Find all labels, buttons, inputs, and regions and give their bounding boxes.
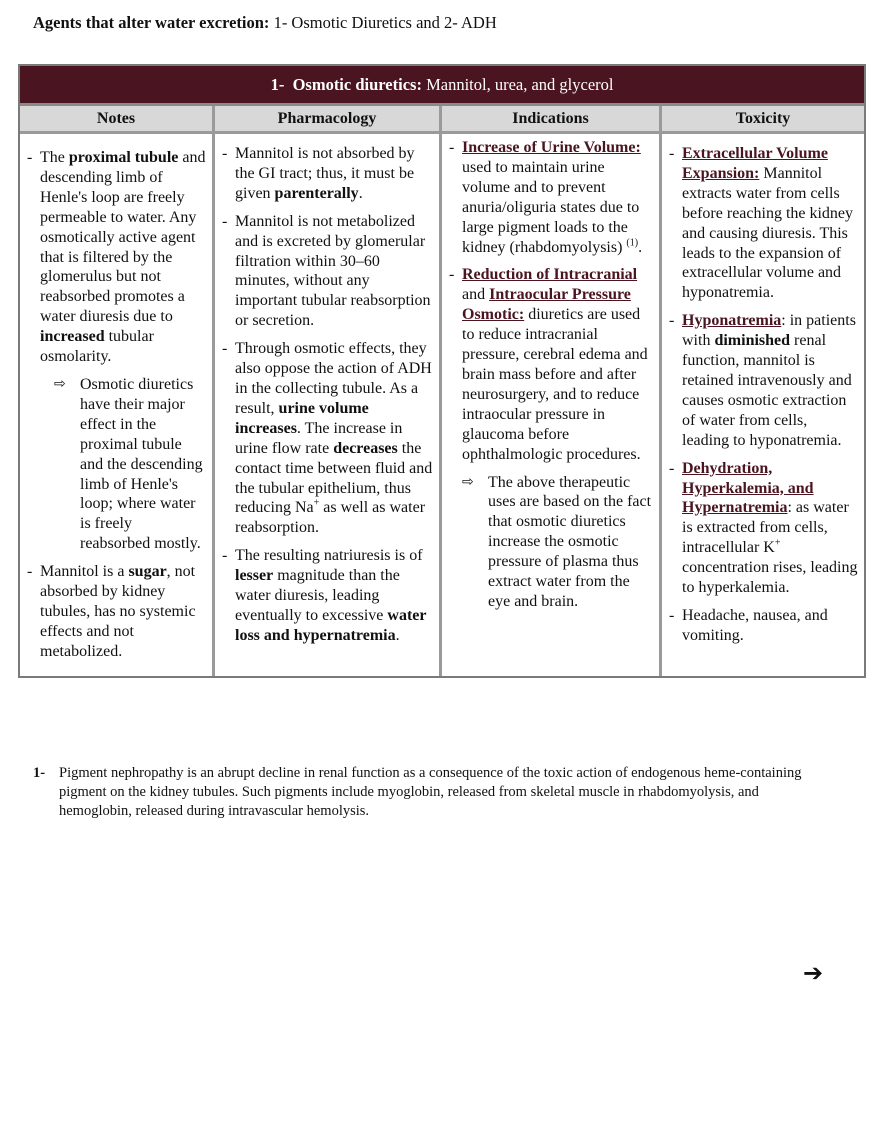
toxicity-item-headache: - Headache, nausea, and vomiting. — [668, 606, 858, 646]
pharmacology-item-adh: - Through osmotic effects, they also oppose the action of ADH in the collecting tubule. As a result, urine volume increases. The increase in urine flow rate decreases the contact time between fluid and the tubular epithelium, thus reducing Na+ as well as water reabsorption. — [221, 339, 433, 538]
column-header-pharmacology: Pharmacology — [215, 106, 442, 134]
indications-subitem: ⇨ The above therapeutic uses are based on the fact that osmotic diuretics increase the osmotic pressure of plasma thus extract water from the eye and brain. — [462, 473, 652, 610]
page-title: Agents that alter water excretion: 1- Osmotic Diuretics and 2- ADH — [33, 13, 497, 32]
outline-right-arrow-icon: ⇨ — [54, 375, 66, 392]
next-page-arrow-icon[interactable]: ➔ — [803, 959, 824, 987]
indications-cell — [442, 134, 662, 676]
footnote-text: Pigment nephropathy is an abrupt decline in renal function as a consequence of the toxic action of endogenous heme-containing pigment on the kidney tubules. Such pigments include myoglobin, released from skeletal muscle in rhabdomyolysis, and hemoglobin, released during intravascular hemolysis. — [59, 765, 802, 819]
toxicity-cell — [662, 134, 864, 676]
table-banner: 1- Osmotic diuretics: Mannitol, urea, and glycerol — [20, 66, 864, 106]
outline-right-arrow-icon: ⇨ — [462, 473, 474, 490]
indications-item-intracranial: - Reduction of Intracranial and Intraocular Pressure Osmotic: diuretics are used to reduce intracranial pressure, cerebral edema and brain mass before and after neurosurgery, and to reduce intraocular pressure in glaucoma before ophthalmologic procedures. ⇨ The above therapeutic uses are based on the fact that osmotic diuretics increase the osmotic pressure of plasma thus extract water from the eye and brain. — [448, 265, 653, 611]
notes-item-mannitol-sugar: - Mannitol is a sugar, not absorbed by kidney tubules, has no systemic effects and not metabolized. — [26, 562, 206, 662]
column-header-indications: Indications — [442, 106, 662, 134]
footnote-number: 1- — [33, 765, 46, 781]
column-header-toxicity: Toxicity — [662, 106, 864, 134]
indications-item-urine-volume: - Increase of Urine Volume: used to maintain urine volume and to prevent anuria/oliguria states due to large pigment loads to the kidney (rhabdomyolysis) $^{(1)}$. — [448, 138, 653, 257]
column-header-notes: Notes — [20, 106, 215, 134]
pharmacology-item-absorption: - Mannitol is not absorbed by the GI tract; thus, it must be given parenterally. — [221, 144, 433, 204]
pharmacology-item-natriuresis: - The resulting natriuresis is of lesser magnitude than the water diuresis, leading eventually to excessive water loss and hypernatremia. — [221, 546, 433, 646]
notes-subitem: ⇨ Osmotic diuretics have their major effect in the proximal tubule and the descending limb of Henle's loop; where water is freely reabsorbed mostly. — [54, 375, 203, 553]
pharmacology-cell — [215, 134, 442, 676]
notes-cell — [20, 134, 215, 676]
osmotic-diuretics-table — [18, 64, 866, 678]
toxicity-item-volume-expansion: - Extracellular Volume Expansion: Mannitol extracts water from cells before reaching the kidney and causing diuresis. This leads to the expansion of extracellular volume and hyponatremia. — [668, 144, 858, 303]
pharmacology-item-metabolism: - Mannitol is not metabolized and is excreted by glomerular filtration within 30–60 minutes, without any important tubular reabsorption or secretion. — [221, 212, 433, 331]
notes-item-proximal-tubule: - The proximal tubule and descending limb of Henle's loop are freely permeable to water. Any osmotically active agent that is filtered by the glomerulus but not reabsorbed promotes a water diuresis due to increased tubular osmolarity. ⇨ Osmotic diuretics have their major effect in the proximal tubule and the descending limb of Henle's loop; where water is freely reabsorbed mostly. — [26, 148, 206, 554]
toxicity-item-dehydration: - Dehydration, Hyperkalemia, and Hypernatremia: as water is extracted from cells, intracellular K+ concentration rises, leading to hyperkalemia. — [668, 459, 858, 598]
footnote — [33, 764, 823, 821]
toxicity-item-hyponatremia: - Hyponatremia: in patients with diminished renal function, mannitol is retained intravenously and causes osmotic extraction of water from cells, leading to hyponatremia. — [668, 311, 858, 450]
